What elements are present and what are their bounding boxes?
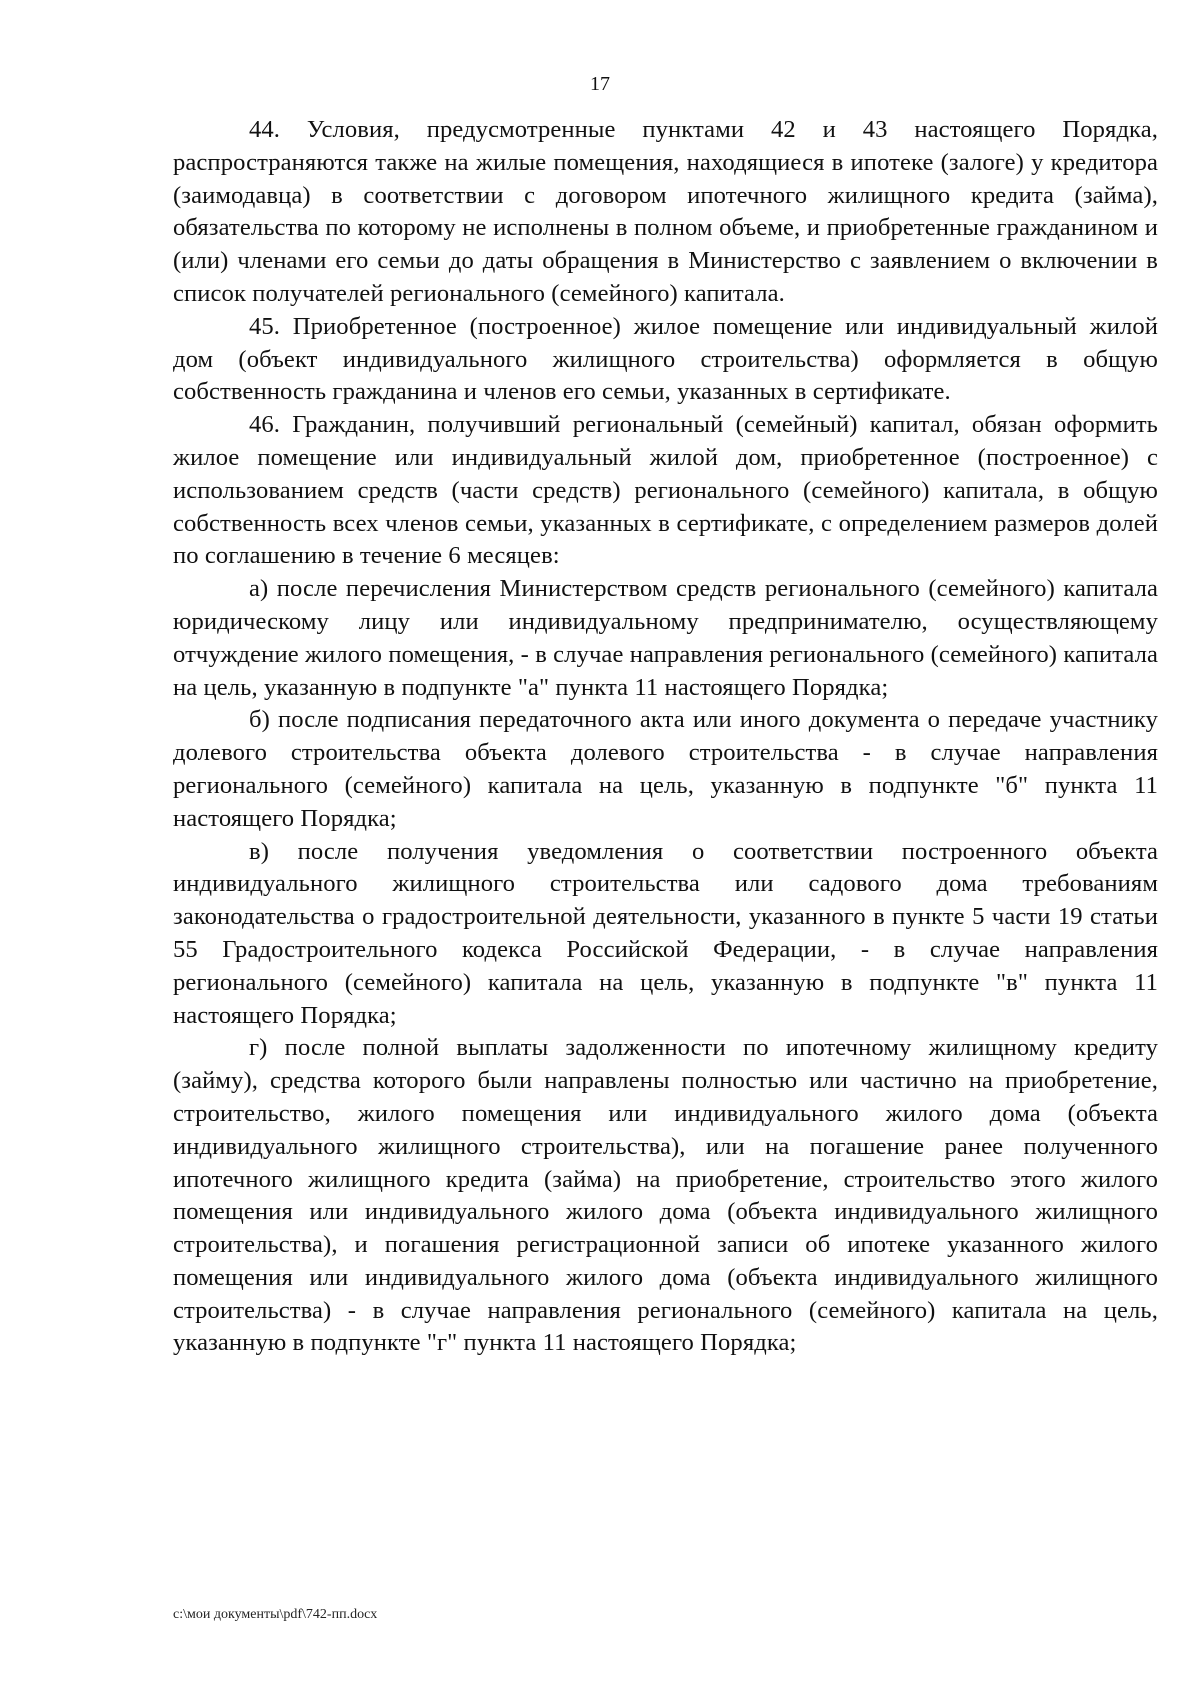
subparagraph-a: а) после перечисления Министерством средств регионального (семейного) капитала юридическому лицу или индивидуальному предпринимателю, осуществляющему отчуждение жилого помещения, - в случае направления регионального (семейного) капитала на цель, указанную в подпункте "а" пункта 11 настоящего Порядка; — [173, 575, 1158, 701]
document-body — [173, 114, 1158, 1360]
paragraph-44: 44. Условия, предусмотренные пунктами 42 и 43 настоящего Порядка, распространяются также на жилые помещения, находящиеся в ипотеке (залоге) у кредитора (заимодавца) в соответствии с договором ипотечного жилищного кредита (займа), обязательства по которому не исполнены в полном объеме, и приобретенные гражданином и (или) членами его семьи до даты обращения в Министерство с заявлением о включении в список получателей регионального (семейного) капитала. — [173, 116, 1158, 307]
paragraph-46: 46. Гражданин, получивший региональный (семейный) капитал, обязан оформить жилое помещение или индивидуальный жилой дом, приобретенное (построенное) с использованием средств (части средств) регионального (семейного) капитала, в общую собственность всех членов семьи, указанных в сертификате, с определением размеров долей по соглашению в течение 6 месяцев: — [173, 411, 1158, 570]
subparagraph-g: г) после полной выплаты задолженности по ипотечному жилищному кредиту (займу), средства которого были направлены полностью или частично на приобретение, строительство, жилого помещения или индивидуального жилого дома (объекта индивидуального жилищного строительства), или на погашение ранее полученного ипотечного жилищного кредита (займа) на приобретение, строительство этого жилого помещения или индивидуального жилого дома (объекта индивидуального жилищного строительства), и погашения регистрационной записи об ипотеке указанного жилого помещения или индивидуального жилого дома (объекта индивидуального жилищного строительства) - в случае направления регионального (семейного) капитала на цель, указанную в подпункте "г" пункта 11 настоящего Порядка; — [173, 1034, 1158, 1357]
paragraph-45: 45. Приобретенное (построенное) жилое помещение или индивидуальный жилой дом (объект индивидуального жилищного строительства) оформляется в общую собственность гражданина и членов его семьи, указанных в сертификате. — [173, 312, 1158, 406]
subparagraph-b: б) после подписания передаточного акта или иного документа о передаче участнику долевого строительства объекта долевого строительства - в случае направления регионального (семейного) капитала на цель, указанную в подпункте "б" пункта 11 настоящего Порядка; — [173, 706, 1158, 832]
footer-file-path: c:\мои документы\pdf\742-пп.docx — [173, 1607, 378, 1622]
page-number: 17 — [590, 73, 610, 95]
subparagraph-v: в) после получения уведомления о соответствии построенного объекта индивидуального жилищного строительства или садового дома требованиям законодательства о градостроительной деятельности, указанного в пункте 5 части 19 статьи 55 Градостроительного кодекса Российской Федерации, - в случае направления регионального (семейного) капитала на цель, указанную в подпункте "в" пункта 11 настоящего Порядка; — [173, 837, 1158, 1029]
